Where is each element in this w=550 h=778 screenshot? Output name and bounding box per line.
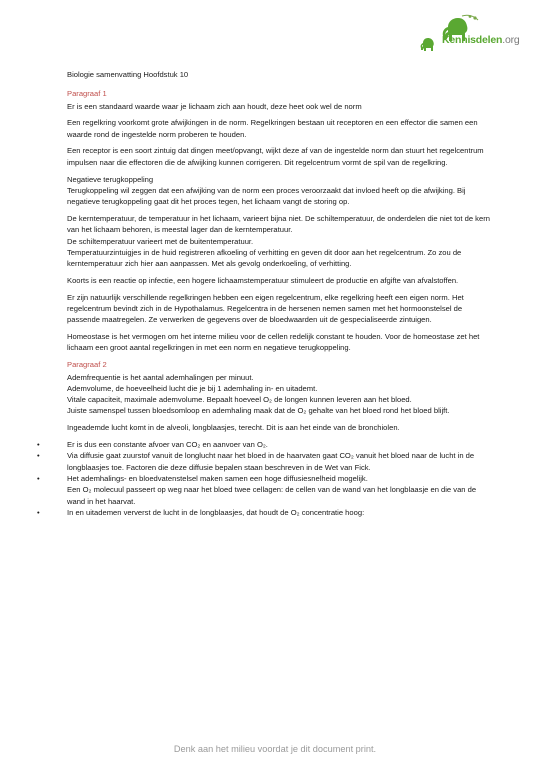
temperature-text-1: De kerntemperatuur, de temperatuur in het lichaam, varieert bijna niet. De schiltemperatuur, de onderdelen die niet tot de kern van het lichaam behoren, is meestal lager dan de kerntemperatuur. xyxy=(67,213,490,235)
after-bullet-text: Een O₂ molecuul passeert op weg naar het bloed twee cellagen: de cellen van de wand van het longblaasje en die van de wand in het haarvat. xyxy=(67,485,477,506)
bullet-list xyxy=(37,439,493,484)
p1-line-2: Een regelkring voorkomt grote afwijkingen in de norm. Regelkringen bestaan uit receptoren en een effector die samen een waarde rond de ingestelde norm proberen te houden. xyxy=(67,118,478,139)
logo-wordmark xyxy=(442,34,520,46)
bullet-text-2: Via diffusie gaat zuurstof vanuit de longlucht naar het bloed in de haarvaten gaat CO₂ vanuit het bloed naar de lucht in de longblaasjes toe. Factoren die deze diffusie bepalen staan beschreven in de Wet van Fick. xyxy=(67,451,475,472)
list-item xyxy=(37,439,493,450)
heading-paragraaf-1: Paragraaf 1 xyxy=(67,89,107,99)
list-item xyxy=(37,473,493,484)
bullet-text-3: Het ademhalings- en bloedvatenstelsel maken samen een hoge diffusiesnelheid mogelijk. xyxy=(67,473,368,483)
heading-negatieve-terugkoppeling: Negatieve terugkoppeling xyxy=(67,174,154,184)
footer-note: Denk aan het milieu voordat je dit document print. xyxy=(173,744,377,754)
temperature-text-3: Temperatuurzintuigjes in de huid registreren afkoeling of verhitting en geven dit door aan het regelcentrum. Zo zou de kerntemperatuur zich hier aan aanpassen. Met als gevolg onderkoeling, of verhitting. xyxy=(67,247,462,269)
bullet-icon: • xyxy=(37,440,40,450)
bullet-text-4: In en uitademen ververst de lucht in de longblaasjes, dat houdt de O₂ concentratie hoog: xyxy=(67,507,365,517)
p1-line-3: Een receptor is een soort zintuig dat dingen meet/opvangt, wijkt deze af van de ingestelde norm dan stuurt het regelcentrum impulsen naar die effectoren die de afwijking kunnen corrigeren. Dit regelcentrum vormt de spil van de regelkring. xyxy=(67,146,484,167)
logo-part-1: Kennisdelen xyxy=(442,34,503,46)
heading-paragraaf-2: Paragraaf 2 xyxy=(67,360,107,370)
document-body xyxy=(37,69,493,518)
bullet-icon: • xyxy=(37,473,40,483)
p2-line-3: Vitale capaciteit, maximale ademvolume. Bepaalt hoeveel O₂ de longen kunnen leveren aan het bloed. xyxy=(67,395,412,405)
regelkringen-text: Er zijn natuurlijk verschillende regelkringen hebben een eigen regelcentrum, elke regelkring heeft een eigen norm. Het regelcentrum bevindt zich in de Hypothalamus. Regelcentra in de hersenen nemen samen met het hormoonstelsel de passende maatregelen. Ze verwerken de gegevens over de bloedwaarden uit de gespecialiseerde zintuigen. xyxy=(67,292,464,325)
temperature-text-2: De schiltemperatuur varieert met de buitentemperatuur. xyxy=(67,236,254,246)
p1-line-1: Er is een standaard waarde waar je lichaam zich aan houdt, deze heet ook wel de norm xyxy=(67,101,362,111)
koorts-text: Koorts is een reactie op infectie, een hogere lichaamstemperatuur stimuleert de productie en afgifte van afvalstoffen. xyxy=(67,275,459,285)
bullet-text-1: Er is dus een constante afvoer van CO₂ en aanvoer van O₂. xyxy=(67,440,268,450)
p2-line-1: Ademfrequentie is het aantal ademhalingen per minuut. xyxy=(67,372,254,382)
p2-line-4: Juiste samenspel tussen bloedsomloop en ademhaling maak dat de O₂ gehalte van het bloed rond het bloed blijft. xyxy=(67,406,450,416)
bullet-icon: • xyxy=(37,451,40,461)
bullet-list-2 xyxy=(37,507,493,518)
list-item xyxy=(37,507,493,518)
homeostase-text: Homeostase is het vermogen om het interne milieu voor de cellen redelijk constant te houden. Voor de homeostase zet het lichaam een groot aantal regelkringen in met een norm en negatieve terugkoppeling. xyxy=(67,332,480,353)
ingeademde-text: Ingeademde lucht komt in de alveoli, longblaasjes, terecht. Dit is aan het einde van de bronchiolen. xyxy=(67,423,400,433)
negative-feedback-text: Terugkoppeling wil zeggen dat een afwijking van de norm een proces veroorzaakt dat invloed heeft op die afwijking. Bij negatieve terugkoppeling gaat dit het proces tegen, het lichaam vangt de storing op. xyxy=(67,185,466,207)
bullet-icon: • xyxy=(37,507,40,517)
p2-line-2: Ademvolume, de hoeveelheid lucht die je bij 1 ademhaling in- en uitademt. xyxy=(67,383,318,393)
logo-part-2: .org xyxy=(502,34,520,46)
list-item xyxy=(37,450,493,473)
document-title: Biologie samenvatting Hoofdstuk 10 xyxy=(67,70,189,79)
site-logo[interactable] xyxy=(418,14,536,54)
